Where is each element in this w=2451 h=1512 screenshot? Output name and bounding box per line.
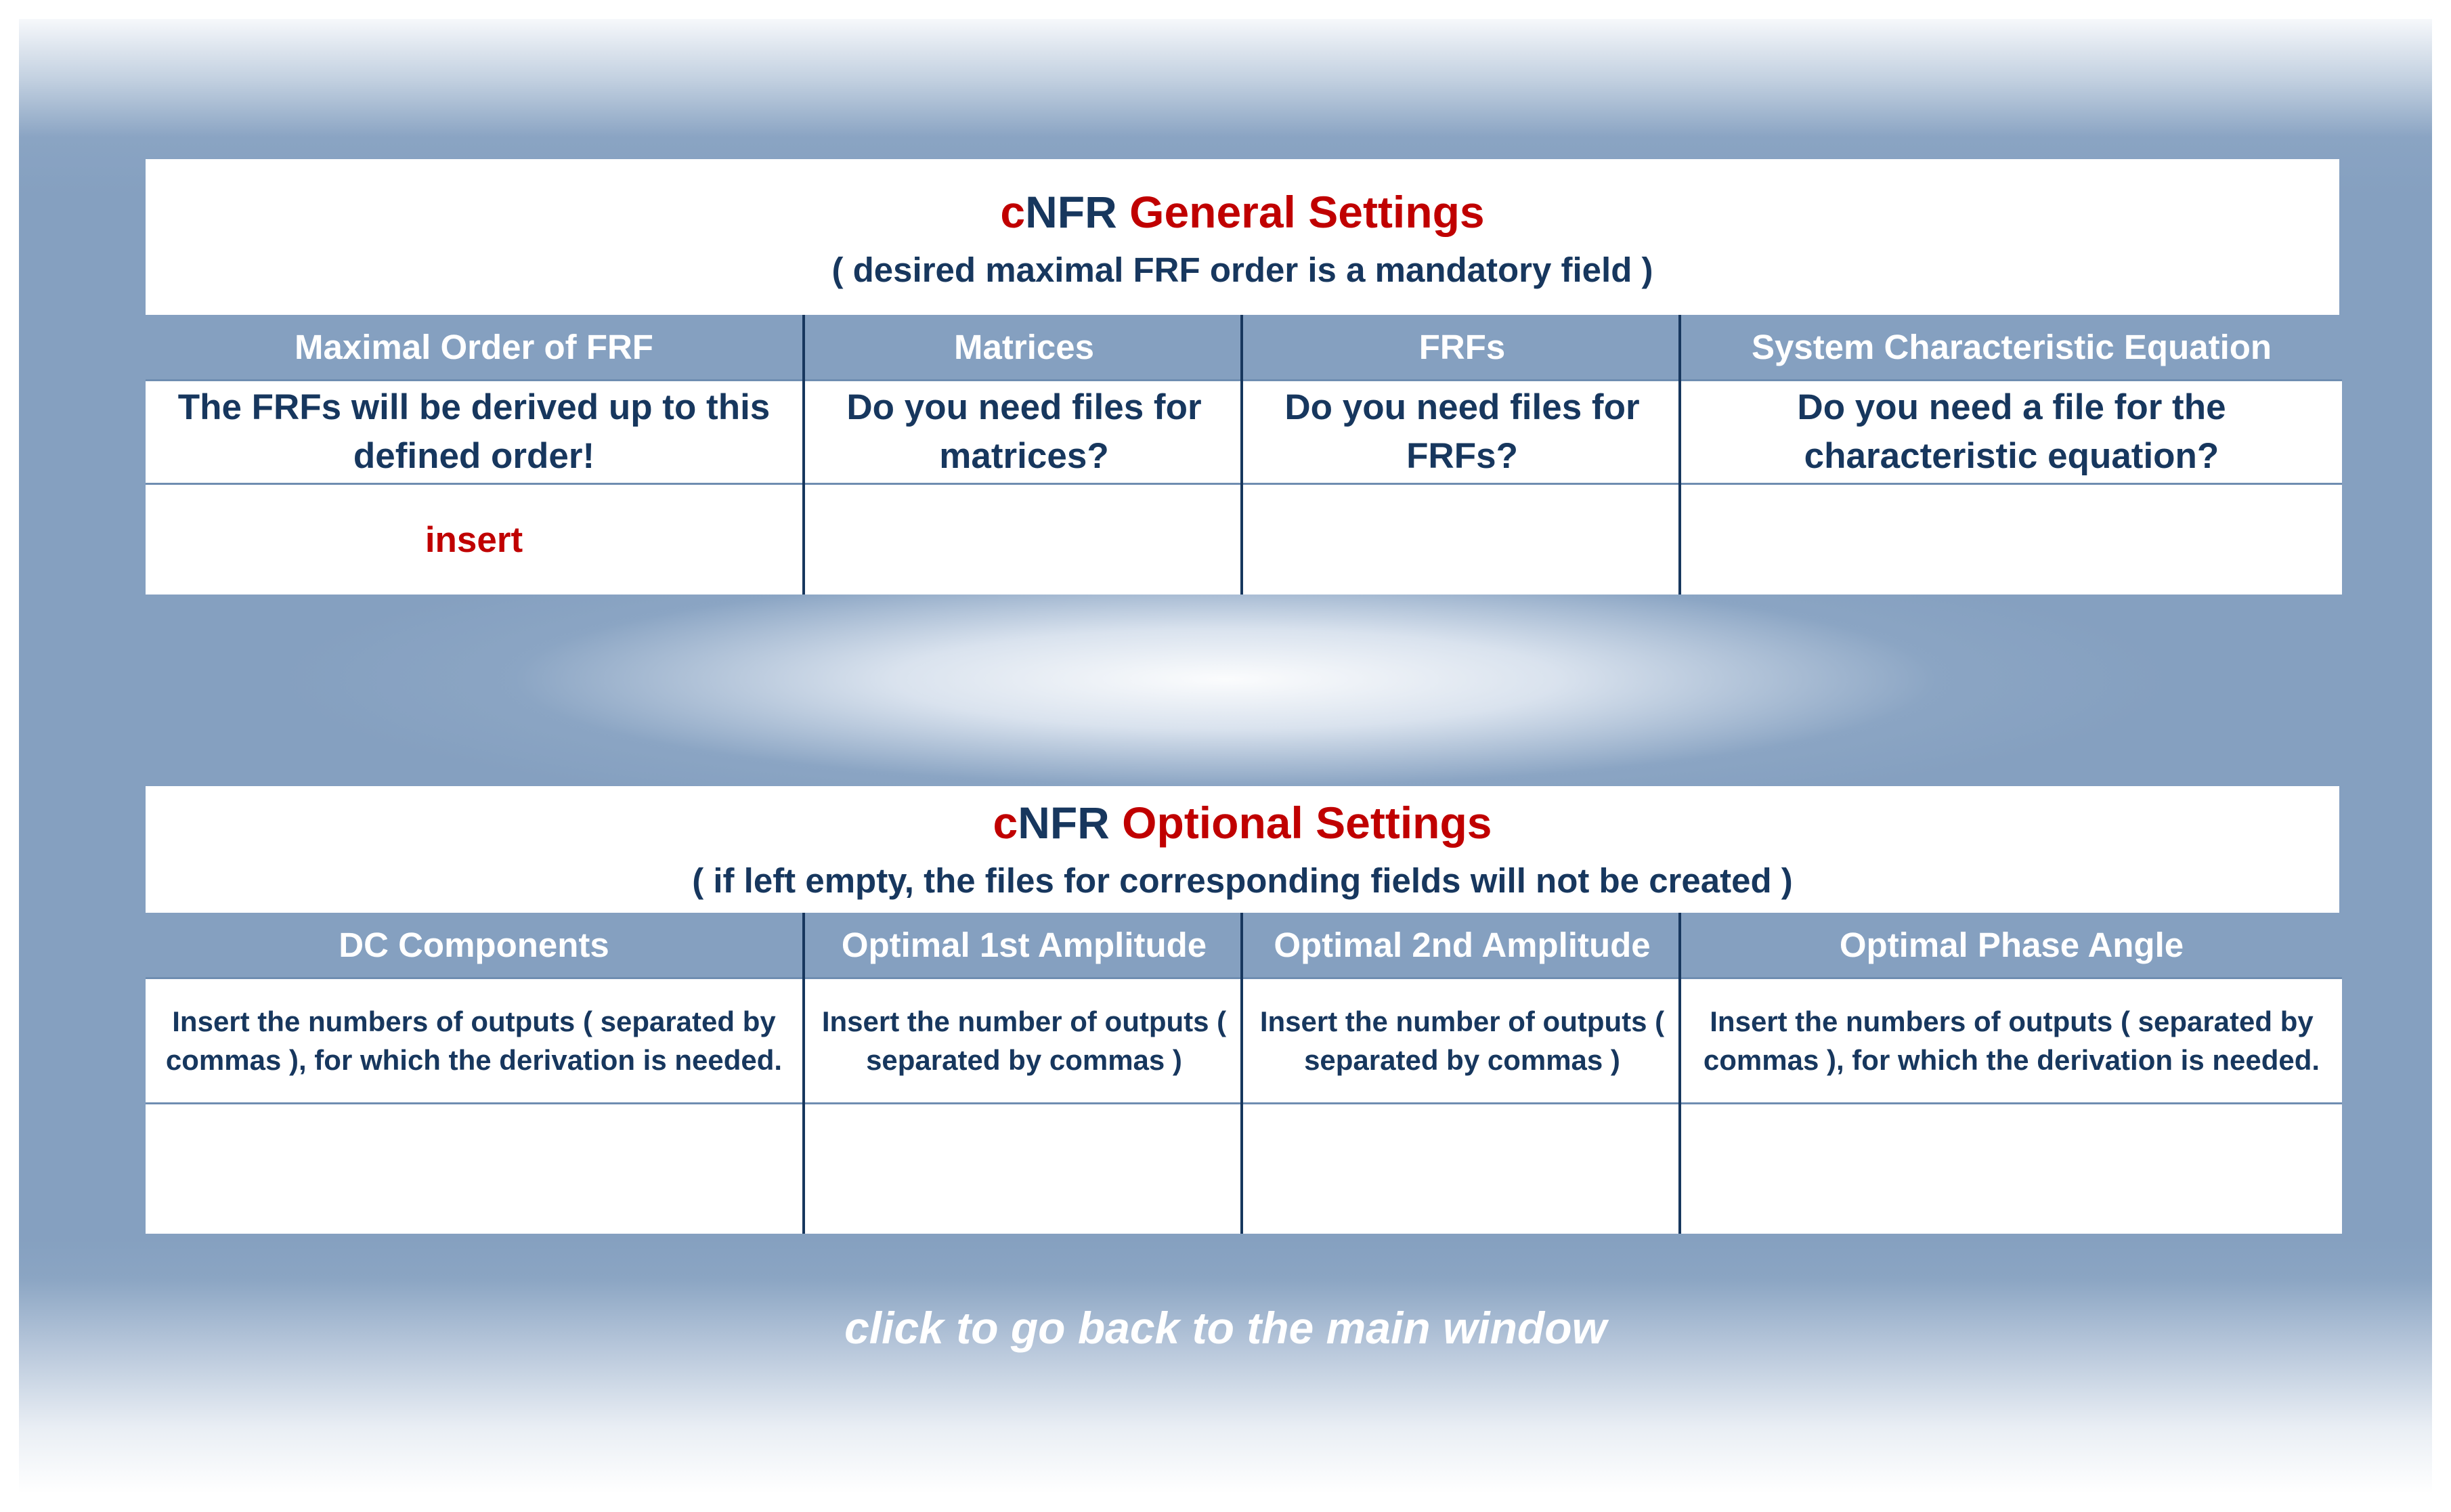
optimal-phase-angle-input[interactable] <box>1681 1104 2342 1234</box>
column-description: Do you need a file for the characteristic equation? <box>1681 381 2342 485</box>
max-order-input[interactable]: insert <box>146 485 802 595</box>
column-optimal-1st-amplitude <box>802 913 1243 1234</box>
column-header: Matrices <box>805 315 1243 381</box>
characteristic-equation-input[interactable] <box>1681 485 2342 595</box>
optimal-2nd-amplitude-input[interactable] <box>1243 1104 1681 1234</box>
column-frfs <box>1240 315 1681 595</box>
general-settings-title: cNFR General Settings <box>1000 187 1485 237</box>
column-characteristic-equation <box>1678 315 2342 595</box>
column-header: Optimal 2nd Amplitude <box>1243 913 1681 979</box>
column-description: Do you need files for matrices? <box>805 381 1243 485</box>
column-description: The FRFs will be derived up to this defined order! <box>146 381 802 485</box>
column-description: Insert the numbers of outputs ( separated by commas ), for which the derivation is needed. <box>146 979 802 1104</box>
frfs-input[interactable] <box>1243 485 1681 595</box>
column-header: DC Components <box>146 913 802 979</box>
column-optimal-2nd-amplitude <box>1240 913 1681 1234</box>
column-header: Optimal Phase Angle <box>1681 913 2342 979</box>
general-settings-subtitle: ( desired maximal FRF order is a mandatory field ) <box>831 251 1653 289</box>
column-description: Insert the number of outputs ( separated by commas ) <box>1243 979 1681 1104</box>
column-header: Optimal 1st Amplitude <box>805 913 1243 979</box>
column-description: Do you need files for FRFs? <box>1243 381 1681 485</box>
column-optimal-phase-angle <box>1678 913 2342 1234</box>
optimal-1st-amplitude-input[interactable] <box>805 1104 1243 1234</box>
column-header: Maximal Order of FRF <box>146 315 802 381</box>
column-matrices <box>802 315 1243 595</box>
dc-components-input[interactable] <box>146 1104 802 1234</box>
column-header: FRFs <box>1243 315 1681 381</box>
column-max-order <box>146 315 802 595</box>
general-settings-panel <box>146 159 2339 592</box>
optional-settings-panel <box>146 786 2339 1232</box>
settings-window <box>19 19 2432 1494</box>
optional-settings-subtitle: ( if left empty, the files for corresponding fields will not be created ) <box>692 861 1793 900</box>
column-description: Insert the numbers of outputs ( separated by commas ), for which the derivation is needed. <box>1681 979 2342 1104</box>
column-header: System Characteristic Equation <box>1681 315 2342 381</box>
column-description: Insert the number of outputs ( separated by commas ) <box>805 979 1243 1104</box>
matrices-input[interactable] <box>805 485 1243 595</box>
optional-settings-title: cNFR Optional Settings <box>993 798 1492 848</box>
back-to-main-window-link[interactable]: click to go back to the main window <box>844 1303 1607 1353</box>
column-dc-components <box>146 913 802 1234</box>
